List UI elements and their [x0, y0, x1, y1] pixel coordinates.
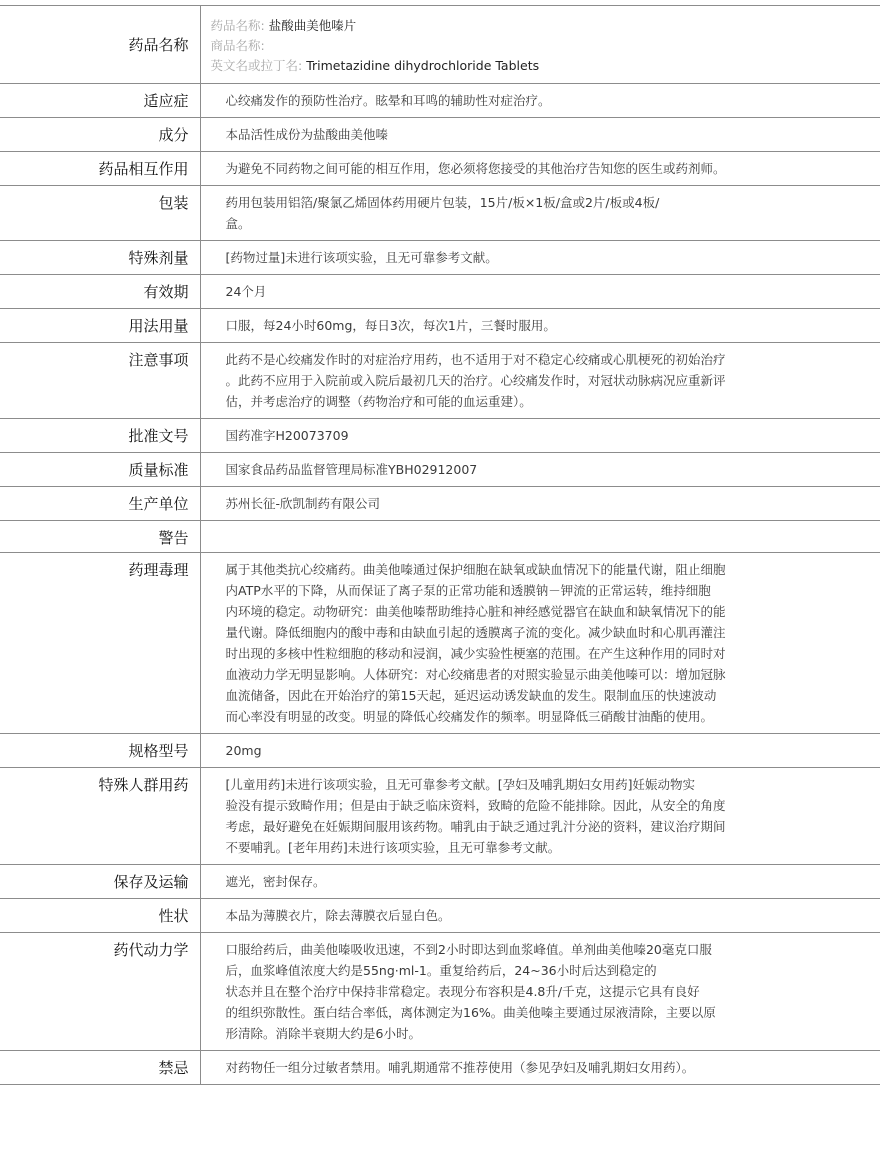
- row-ingredients: [0, 118, 880, 152]
- row-label: 药理毒理: [0, 553, 200, 734]
- row-value: [200, 275, 880, 309]
- text-line: 后，血浆峰值浓度大约是55ng·ml-1。重复给药后，24~36小时后达到稳定的: [225, 963, 657, 978]
- row-label: 注意事项: [0, 343, 200, 419]
- row-value: [200, 84, 880, 118]
- text-line: 而心率没有明显的改变。明显的降低心绞痛发作的频率。明显降低三硝酸甘油酯的使用。: [225, 709, 714, 724]
- text-line: 盒。: [225, 216, 251, 231]
- row-special-groups: [0, 768, 880, 865]
- text-line: 属于其他类抗心绞痛药。曲美他嗪通过保护细胞在缺氧或缺血情况下的能量代谢，阻止细胞: [225, 562, 726, 577]
- row-label: 适应症: [0, 84, 200, 118]
- row-special-dose: [0, 241, 880, 275]
- text-line: 量代谢。降低细胞内的酸中毒和由缺血引起的透膜离子流的变化。减少缺血时和心肌再灌注: [225, 625, 726, 640]
- row-value: [200, 241, 880, 275]
- trade-name-key: 商品名称:: [210, 38, 265, 53]
- text-line: 为避免不同药物之间可能的相互作用，您必须将您接受的其他治疗告知您的医生或药剂师。: [225, 161, 726, 176]
- row-storage: [0, 865, 880, 899]
- row-value: [200, 453, 880, 487]
- row-label: 用法用量: [0, 309, 200, 343]
- row-value: [200, 1051, 880, 1085]
- text-line: 心绞痛发作的预防性治疗。眩晕和耳鸣的辅助性对症治疗。: [225, 93, 551, 108]
- row-label: 质量标准: [0, 453, 200, 487]
- row-label: 特殊人群用药: [0, 768, 200, 865]
- text-line: 血液动力学无明显影响。人体研究：对心绞痛患者的对照实验显示曲美他嗪可以：增加冠脉: [225, 667, 726, 682]
- text-line: 国家食品药品监督管理局标准YBH02912007: [225, 462, 478, 477]
- text-line: 口服，每24小时60mg，每日3次，每次1片，三餐时服用。: [225, 318, 556, 333]
- text-line: 苏州长征-欣凯制药有限公司: [225, 496, 381, 511]
- row-indication: [0, 84, 880, 118]
- row-value: [200, 118, 880, 152]
- row-value: [200, 6, 880, 84]
- row-spec: [0, 734, 880, 768]
- text-line: 状态并且在整个治疗中保持非常稳定。表现分布容积是4.8升/千克，这提示它具有良好: [225, 984, 700, 999]
- row-value: [200, 933, 880, 1051]
- row-label: 药品相互作用: [0, 152, 200, 186]
- row-standard: [0, 453, 880, 487]
- row-precautions: [0, 343, 880, 419]
- row-label: 警告: [0, 521, 200, 553]
- row-pharmacokinetics: [0, 933, 880, 1051]
- row-pharmacology: [0, 553, 880, 734]
- row-label: 药品名称: [0, 6, 200, 84]
- row-label: 成分: [0, 118, 200, 152]
- row-drug-name: [0, 6, 880, 84]
- row-label: 批准文号: [0, 419, 200, 453]
- text-line: 遮光，密封保存。: [225, 874, 326, 889]
- row-label: 有效期: [0, 275, 200, 309]
- row-label: 药代动力学: [0, 933, 200, 1051]
- text-line: 血流储备，因此在开始治疗的第15天起，延迟运动诱发缺血的发生。限制血压的快速波动: [225, 688, 717, 703]
- row-packaging: [0, 186, 880, 241]
- text-line: 形清除。消除半衰期大约是6小时。: [225, 1026, 421, 1041]
- row-value: [200, 309, 880, 343]
- text-line: 时出现的多核中性粒细胞的移动和浸润，减少实验性梗塞的范围。在产生这种作用的同时对: [225, 646, 726, 661]
- row-value: [200, 865, 880, 899]
- row-value: [200, 899, 880, 933]
- text-line: 20mg: [225, 743, 262, 758]
- row-label: 性状: [0, 899, 200, 933]
- text-line: 此药不是心绞痛发作时的对症治疗用药，也不适用于对不稳定心绞痛或心肌梗死的初始治疗: [225, 352, 726, 367]
- row-appearance: [0, 899, 880, 933]
- text-line: 估，并考虑治疗的调整（药物治疗和可能的血运重建）。: [225, 394, 532, 409]
- row-warning: [0, 521, 880, 553]
- text-line: 对药物任一组分过敏者禁用。哺乳期通常不推荐使用（参见孕妇及哺乳期妇女用药）。: [225, 1060, 695, 1075]
- text-line: [药物过量]未进行该项实验，且无可靠参考文献。: [225, 250, 498, 265]
- text-line: 内环境的稳定。动物研究：曲美他嗪帮助维持心脏和神经感觉器官在缺血和缺氧情况下的能: [225, 604, 726, 619]
- row-value: [200, 768, 880, 865]
- row-interactions: [0, 152, 880, 186]
- english-name-line: [211, 56, 871, 76]
- english-name-value: Trimetazidine dihydrochloride Tablets: [306, 58, 540, 73]
- generic-name-value: 盐酸曲美他嗪片: [268, 18, 357, 33]
- row-value: [200, 487, 880, 521]
- text-line: 国药准字H20073709: [225, 428, 349, 443]
- text-line: 24个月: [225, 284, 267, 299]
- text-line: 的组织弥散性。蛋白结合率低，离体测定为16%。曲美他嗪主要通过尿液清除，主要以原: [225, 1005, 716, 1020]
- text-line: 口服给药后，曲美他嗪吸收迅速，不到2小时即达到血浆峰值。单剂曲美他嗪20毫克口服: [225, 942, 712, 957]
- english-name-key: 英文名或拉丁名:: [210, 58, 303, 73]
- row-usage: [0, 309, 880, 343]
- row-label: 特殊剂量: [0, 241, 200, 275]
- row-value: [200, 419, 880, 453]
- row-label: 包装: [0, 186, 200, 241]
- text-line: 药用包装用铝箔/聚氯乙烯固体药用硬片包装，15片/板×1板/盒或2片/板或4板/: [225, 195, 660, 210]
- text-line: 本品为薄膜衣片，除去薄膜衣后显白色。: [225, 908, 451, 923]
- row-value: [200, 186, 880, 241]
- row-label: 规格型号: [0, 734, 200, 768]
- drug-spec-table: [0, 5, 880, 1085]
- text-line: 本品活性成份为盐酸曲美他嗪: [225, 127, 389, 142]
- row-value: [200, 553, 880, 734]
- row-value: [200, 343, 880, 419]
- row-label: 生产单位: [0, 487, 200, 521]
- row-label: 禁忌: [0, 1051, 200, 1085]
- row-manufacturer: [0, 487, 880, 521]
- text-line: [儿童用药]未进行该项实验，且无可靠参考文献。[孕妇及哺乳期妇女用药]妊娠动物实: [225, 777, 696, 792]
- row-value: [200, 152, 880, 186]
- generic-name-key: 药品名称:: [210, 18, 265, 33]
- generic-name-line: [211, 16, 871, 36]
- text-line: 内ATP水平的下降，从而保证了离子泵的正常功能和透膜钠－钾流的正常运转，维持细胞: [225, 583, 711, 598]
- text-line: 验没有提示致畸作用；但是由于缺乏临床资料，致畸的危险不能排除。因此，从安全的角度: [225, 798, 726, 813]
- row-value: [200, 734, 880, 768]
- row-label: 保存及运输: [0, 865, 200, 899]
- text-line: 考虑，最好避免在妊娠期间服用该药物。哺乳由于缺乏通过乳汁分泌的资料，建议治疗期间: [225, 819, 726, 834]
- row-approval: [0, 419, 880, 453]
- row-validity: [0, 275, 880, 309]
- row-contraindications: [0, 1051, 880, 1085]
- row-value: [200, 521, 880, 553]
- text-line: 。此药不应用于入院前或入院后最初几天的治疗。心绞痛发作时，对冠状动脉病况应重新评: [225, 373, 726, 388]
- text-line: 不要哺乳。[老年用药]未进行该项实验，且无可靠参考文献。: [225, 840, 561, 855]
- trade-name-line: [211, 36, 871, 56]
